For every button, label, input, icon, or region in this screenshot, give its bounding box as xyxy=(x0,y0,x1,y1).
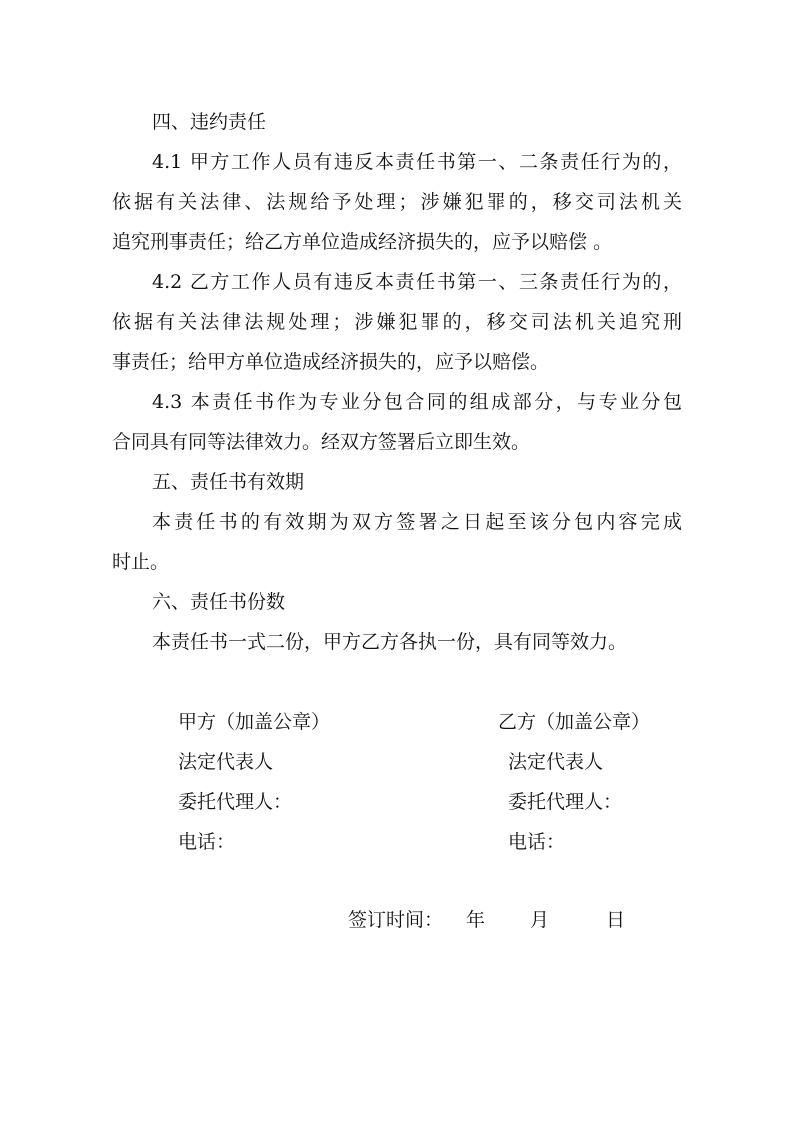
clause-4-2-line-3: 事责任；给甲方单位造成经济损失的，应予以赔偿。 xyxy=(112,351,550,373)
copies-line: 本责任书一式二份，甲方乙方各执一份，具有同等效力。 xyxy=(152,631,628,653)
section-4-heading: 四、违约责任 xyxy=(152,111,267,133)
party-b-legal-rep: 法定代表人 xyxy=(508,751,604,773)
party-b-title: 乙方（加盖公章） xyxy=(498,711,651,733)
party-a-phone: 电话： xyxy=(178,831,236,853)
section-6-heading: 六、责任书份数 xyxy=(152,591,286,613)
signing-date-month: 月 xyxy=(530,909,550,931)
validity-line-2: 时止。 xyxy=(112,551,170,573)
signing-date-year: 年 xyxy=(466,909,486,931)
clause-4-2-line-2: 依据有关法律法规处理；涉嫌犯罪的，移交司法机关追究刑 xyxy=(112,311,682,333)
signing-date-label: 签订时间： xyxy=(348,909,444,931)
signing-date-row xyxy=(348,908,648,932)
clause-4-2-line-1: 4.2 乙方工作人员有违反本责任书第一、三条责任行为的， xyxy=(152,271,682,293)
clause-4-1-line-2: 依据有关法律、法规给予处理；涉嫌犯罪的，移交司法机关 xyxy=(112,191,682,213)
signing-date-day: 日 xyxy=(606,909,626,931)
party-a-agent: 委托代理人： xyxy=(178,791,293,813)
party-a-legal-rep: 法定代表人 xyxy=(178,751,274,773)
clause-4-1-line-3: 追究刑事责任；给乙方单位造成经济损失的，应予以赔偿 。 xyxy=(112,231,613,253)
clause-4-3-line-2: 合同具有同等法律效力。经双方签署后立即生效。 xyxy=(112,431,531,453)
validity-line-1: 本责任书的有效期为双方签署之日起至该分包内容完成 xyxy=(152,511,682,533)
section-5-heading: 五、责任书有效期 xyxy=(152,471,305,493)
party-a-title: 甲方（加盖公章） xyxy=(178,711,331,733)
party-b-phone: 电话： xyxy=(508,831,566,853)
party-b-agent: 委托代理人： xyxy=(508,791,623,813)
clause-4-1-line-1: 4.1 甲方工作人员有违反本责任书第一、二条责任行为的， xyxy=(152,151,682,173)
clause-4-3-line-1: 4.3 本责任书作为专业分包合同的组成部分，与专业分包 xyxy=(152,391,682,413)
